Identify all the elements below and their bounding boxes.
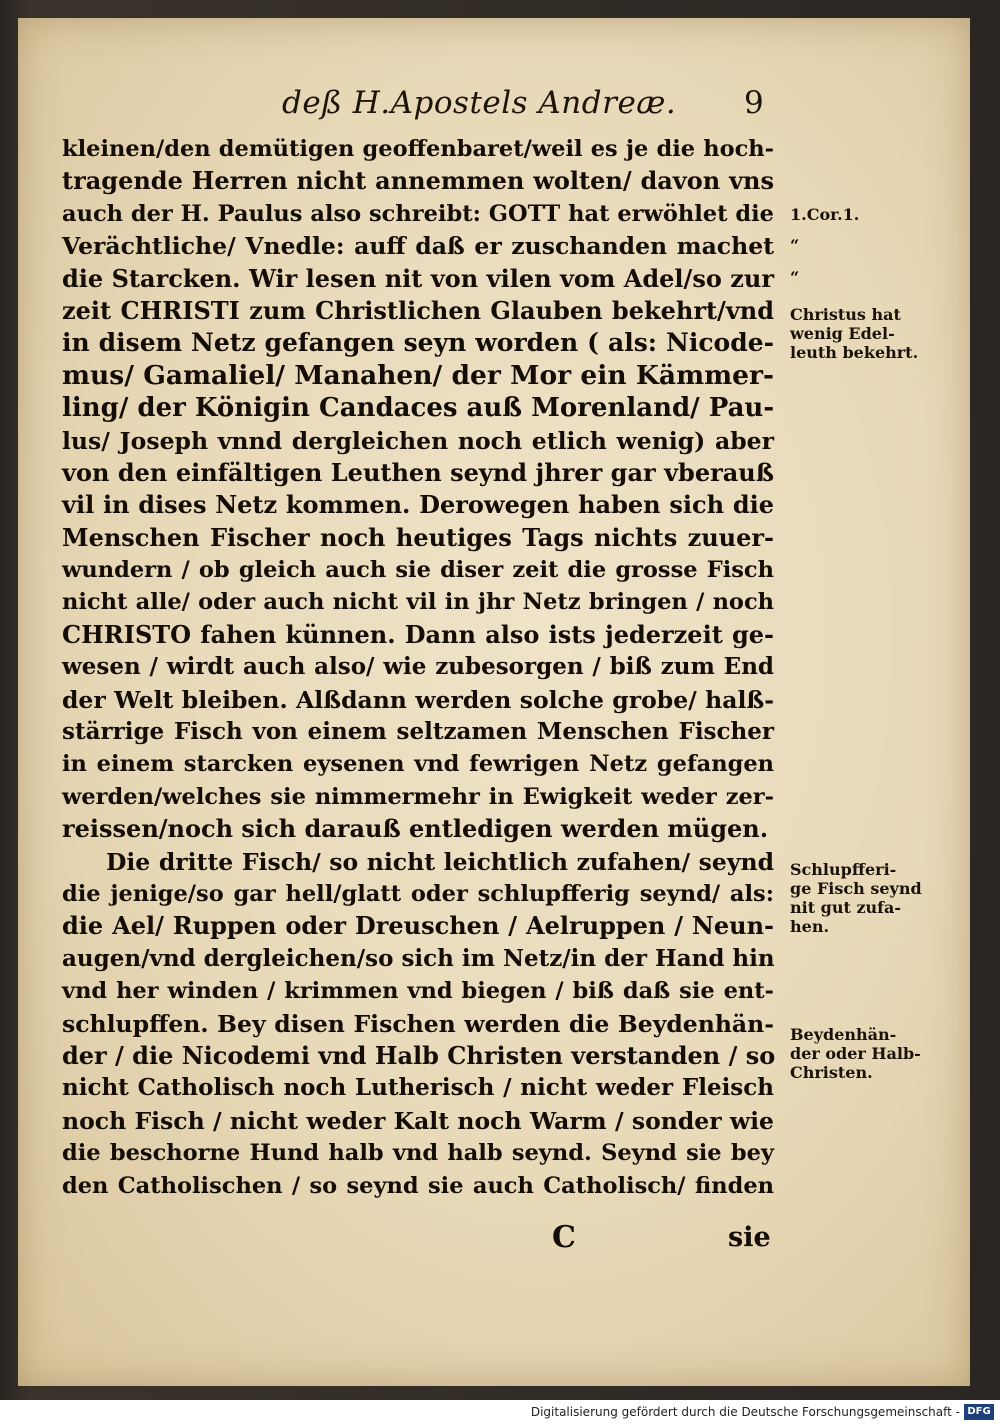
text-line: die Starcken. Wir lesen nit von vilen vom Adel/so zur (62, 263, 774, 293)
text-line: die jenige/so gar hell/glatt oder schlupfferig seynd/ als: (62, 880, 774, 907)
marginal-note (790, 305, 918, 362)
text-line: die Ael/ Ruppen oder Dreuschen / Aelruppen / Neun- (62, 911, 774, 941)
text-line: die beschorne Hund halb vnd halb seynd. Seynd sie bey (62, 1140, 774, 1167)
text-line: zeit CHRISTI zum Christlichen Glauben bekehrt/vnd (62, 295, 774, 325)
text-line: mus/ Gamaliel/ Manahen/ der Mor ein Kämmer- (62, 359, 774, 391)
marginal-note-line: Christus hat (790, 305, 901, 324)
marginal-note (790, 860, 922, 936)
footer-bar (0, 1400, 1000, 1425)
marginal-note-line: Beydenhän- (790, 1025, 897, 1044)
text-line: lus/ Joseph vnnd dergleichen noch etlich wenig) aber (62, 426, 774, 455)
text-line: wesen / wirdt auch also/ wie zubesorgen / biß zum End (62, 653, 774, 681)
funding-credit: Digitalisierung gefördert durch die Deutsche Forschungsgemeinschaft - (530, 1405, 960, 1419)
running-head (0, 85, 1000, 129)
text-line: tragende Herren nicht annemmen wolten/ davon vns (62, 166, 774, 196)
text-line: werden/welches sie nimmermehr in Ewigkeit weder zer- (62, 783, 774, 810)
marginal-note-line: hen. (790, 917, 830, 936)
running-title: deß H.Apostels Andreæ. (282, 85, 677, 121)
marginal-note (790, 1025, 921, 1082)
page-foot (0, 1220, 1000, 1260)
text-line: auch der H. Paulus also schreibt: GOTT hat erwöhlet die (62, 200, 774, 227)
marginal-ditto-mark: “ (790, 236, 800, 255)
text-line: kleinen/den demütigen geoffenbaret/weil es je die hoch- (62, 136, 774, 162)
body-text (62, 133, 774, 1202)
page-number: 9 (744, 85, 764, 121)
text-line: nicht alle/ oder auch nicht vil in jhr Netz bringen / noch (62, 589, 774, 616)
text-line: noch Fisch / nicht weder Kalt noch Warm / sonder wie (62, 1106, 774, 1135)
text-line: Menschen Fischer noch heutiges Tags nichts zuuer- (62, 522, 774, 552)
text-line: in einem starcken eysenen vnd fewrigen Netz gefangen (62, 751, 774, 778)
marginal-note-line: der oder Halb- (790, 1044, 921, 1063)
text-line: ling/ der Königin Candaces auß Morenland/ Pau- (62, 393, 775, 424)
marginal-note-line: Christen. (790, 1063, 873, 1082)
marginal-reference: 1.Cor.1. (790, 205, 860, 224)
marginal-note-line: leuth bekehrt. (790, 343, 919, 362)
text-line: Die dritte Fisch/ so nicht leichtlich zufahen/ seynd (106, 847, 774, 876)
text-line: schlupffen. Bey disen Fischen werden die Beydenhän- (62, 1009, 774, 1038)
text-line: von den einfältigen Leuthen seynd jhrer gar vberauß (62, 457, 774, 487)
catchword: sie (728, 1222, 771, 1253)
marginal-ditto-mark: “ (790, 268, 800, 287)
text-line: in disem Netz gefangen seyn worden ( als: Nicode- (62, 328, 774, 358)
marginal-note-line: nit gut zufa- (790, 898, 902, 917)
text-line: CHRISTO fahen künnen. Dann also ists jederzeit ge- (62, 619, 774, 649)
dfg-logo: DFG (964, 1404, 994, 1420)
marginal-note-line: ge Fisch seynd (790, 879, 922, 898)
text-line: wundern / ob gleich auch sie diser zeit die grosse Fisch (62, 557, 774, 584)
text-line: der Welt bleiben. Alßdann werden solche grobe/ halß- (62, 685, 774, 714)
text-line: stärrige Fisch von einem seltzamen Menschen Fischer (62, 718, 774, 746)
text-line: vil in dises Netz kommen. Derowegen haben sich die (62, 490, 774, 520)
marginal-note-line: wenig Edel- (790, 324, 895, 343)
text-line: Verächtliche/ Vnedle: auff daß er zuschanden machet (62, 232, 774, 261)
text-line: augen/vnd dergleichen/so sich im Netz/in der Hand hin (62, 944, 775, 972)
text-line: der / die Nicodemi vnd Halb Christen verstanden / so (62, 1040, 776, 1070)
text-line: vnd her winden / krimmen vnd biegen / biß daß sie ent- (62, 978, 774, 1005)
marginal-note-line: Schlupfferi- (790, 860, 897, 879)
signature-mark: C (552, 1220, 576, 1255)
text-line: den Catholischen / so seynd sie auch Catholisch/ finden (62, 1172, 774, 1199)
text-line: nicht Catholisch noch Lutherisch / nicht weder Fleisch (62, 1074, 774, 1102)
text-line: reissen/noch sich darauß entledigen werden mügen. (62, 814, 769, 844)
